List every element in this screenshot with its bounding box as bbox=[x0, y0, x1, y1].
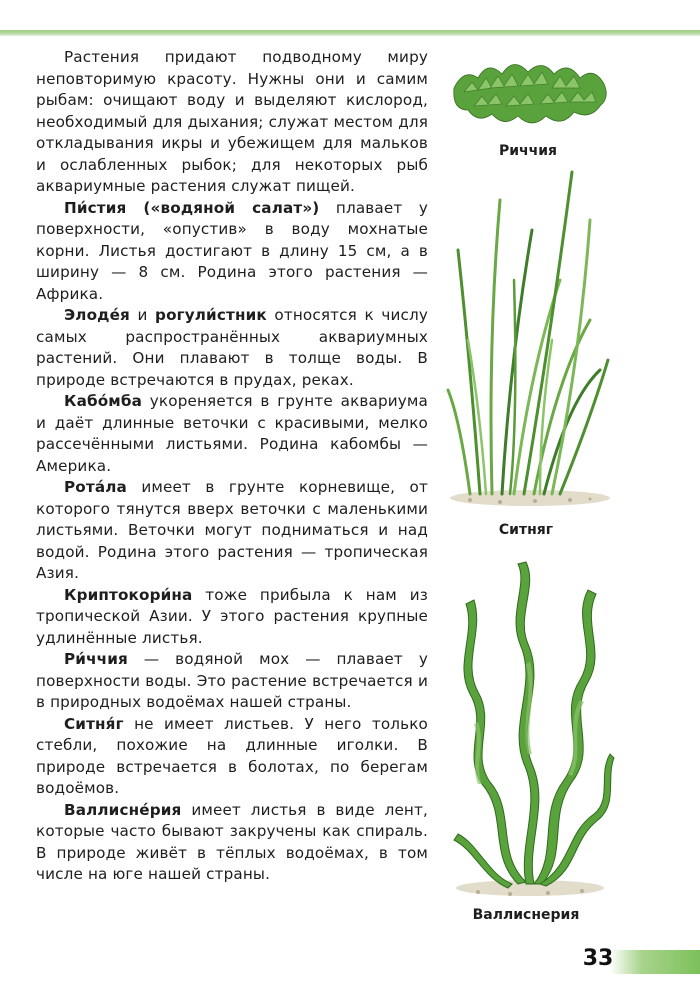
paragraph-text: не имеет листьев. У него только стебли, похожие на длинные иголки. В природе встречается в болотах, по берегам водоёмов. bbox=[36, 714, 428, 797]
paragraph-sitnyag bbox=[36, 714, 428, 800]
term-cryptocoryne: Криптокори́на bbox=[64, 585, 193, 604]
riccia-illustration bbox=[444, 48, 614, 134]
paragraph-text: относятся к числу самых распространённых аквариумных растений. Они плавают в толще воды. В природе встречаются в прудах, реках. bbox=[36, 306, 428, 389]
paragraph-text: имеет в грунте корневище, от которого тянутся вверх веточки с маленькими листьями. Веточки могут подниматься и над водой. Родина этого растения — тропическая Азия. bbox=[36, 478, 428, 582]
term-hornwort: рогули́стник bbox=[155, 306, 267, 324]
caption-vallisneria: Валлиснерия bbox=[472, 907, 580, 923]
connector-text: и bbox=[129, 306, 156, 324]
page-number: 33 bbox=[582, 946, 614, 971]
paragraph-text: укореняется в грунте аквариума и даёт длинные веточки с красивыми, мелко рассечёнными листьями. Родина кабомбы — Америка. bbox=[36, 392, 428, 475]
paragraph-intro bbox=[36, 47, 428, 198]
term-riccia: Ри́ччия bbox=[64, 650, 128, 668]
term-rotala: Рота́ла bbox=[64, 478, 127, 496]
caption-riccia: Риччия bbox=[498, 143, 558, 159]
paragraph-vallisneria bbox=[36, 800, 428, 886]
term-vallisneria: Валлисне́рия bbox=[64, 800, 182, 819]
paragraph-pistia bbox=[36, 198, 428, 306]
top-green-rule bbox=[0, 30, 700, 36]
term-sitnyag: Ситня́г bbox=[64, 714, 124, 733]
paragraph-text: плавает у поверхности, «опустив» в воду мохнатые корни. Листья достигают в длину 15 см, а в ширину — 8 см. Родина этого растения — Африка. bbox=[36, 198, 428, 303]
paragraph-cabomba bbox=[36, 391, 428, 477]
paragraph-cryptocoryne bbox=[36, 585, 428, 650]
paragraph-rotala bbox=[36, 477, 428, 585]
paragraph-riccia bbox=[36, 649, 428, 714]
sitnyag-illustration bbox=[440, 160, 620, 510]
paragraph-text: имеет листья в виде лент, которые часто бывают закручены как спираль. В природе живёт в тёплых водоёмах, в том числе на юге нашей страны. bbox=[36, 800, 428, 883]
article-text bbox=[36, 47, 428, 886]
term-elodea: Элоде́я bbox=[64, 306, 130, 324]
caption-sitnyag: Ситняг bbox=[498, 522, 554, 538]
term-pistia: Пи́стия («водяной салат») bbox=[64, 198, 320, 217]
paragraph-text: тоже прибыла к нам из тропической Азии. У этого растения крупные удлинённые листья. bbox=[36, 585, 428, 647]
paragraph-elodea bbox=[36, 305, 428, 391]
vallisneria-illustration bbox=[448, 554, 618, 900]
paragraph-text: — водяной мох — плавает у поверхности воды. Это растение встречается и в природных водоёмах нашей страны. bbox=[36, 650, 428, 711]
term-cabomba: Кабо́мба bbox=[64, 392, 143, 410]
paragraph-text: Растения придают подводному миру неповторимую красоту. Нужны они и самим рыбам: очищают воду и выделяют кислород, необходимый для дыхания; служат местом для откладывания икры и убежищем для мальков и ослабленных рыбок; для некоторых рыб аквариумные растения служат пищей. bbox=[36, 48, 428, 195]
